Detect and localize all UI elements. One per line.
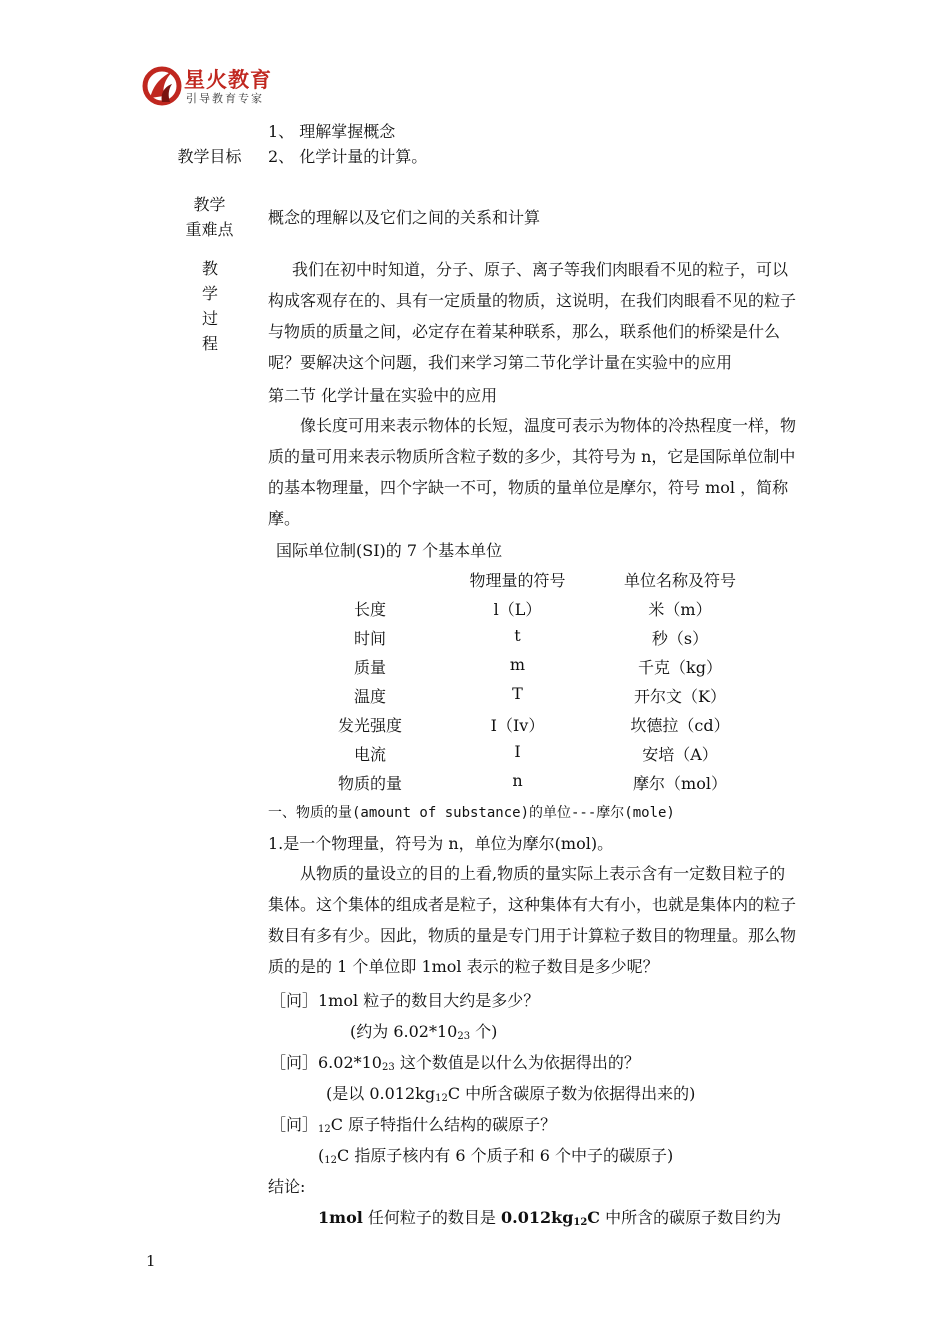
table-row	[300, 655, 780, 684]
table-cell: l（L）	[493, 600, 542, 619]
table-header: 物理量的符号	[469, 571, 566, 590]
answer-1: (约为 $6.02*10_{23}$ 个)	[350, 1022, 498, 1042]
table-cell: 发光强度	[337, 716, 402, 735]
logo-subtitle: 引导教育专家	[186, 92, 264, 105]
brand-logo	[140, 62, 272, 110]
conclusion-label: 结论:	[268, 1177, 306, 1196]
table-row	[300, 713, 780, 742]
key-points-text: 概念的理解以及它们之间的关系和计算	[268, 208, 541, 227]
table-row	[300, 626, 780, 655]
si-table-title: 国际单位制(SI)的 7 个基本单位	[276, 541, 503, 560]
table-cell: I	[514, 742, 521, 761]
table-cell: I（Iv）	[490, 716, 545, 735]
table-cell: T	[512, 684, 523, 703]
process-label-char: 学	[201, 284, 218, 303]
process-label-char: 程	[201, 334, 218, 353]
table-cell: 长度	[353, 600, 386, 619]
logo-title: 星火教育	[184, 68, 272, 92]
table-header: 单位名称及符号	[623, 571, 736, 590]
process-label-char: 过	[201, 309, 218, 328]
objective-item-2: 2、 化学计量的计算。	[268, 147, 428, 166]
table-cell: 物质的量	[337, 774, 402, 793]
question-2: ［问$]6.02*10_{23}$ 这个数值是以什么为依据得出的？	[270, 1053, 640, 1073]
process-label-char: 教	[201, 259, 218, 278]
table-cell: 时间	[353, 629, 386, 648]
table-cell: 秒（s）	[651, 629, 709, 648]
table-cell: 质量	[353, 658, 386, 677]
table-cell: m	[509, 655, 526, 674]
table-cell: n	[512, 771, 523, 790]
conclusion-text: 1mol 任何粒子的数目是 $0.012kg_{12}C$ 中所含的碳原子数目约为	[318, 1208, 782, 1228]
table-header-row	[300, 568, 780, 597]
table-row	[300, 684, 780, 713]
amount-definition-paragraph: 像长度可用来表示物体的长短，温度可表示为物体的冷热程度一样，物质的量可用来表示物质所含粒子数的多少，其符号为 n，它是国际单位制中的基本物理量，四个字缺一不可，物质的量单位是摩尔，符号 mol ，简称摩。	[268, 416, 797, 528]
mole-heading: 一、物质的量(amount of substance)的单位---摩尔(mole)	[268, 805, 675, 821]
question-1: ［问］1mol 粒子的数目大约是多少？	[270, 991, 540, 1010]
table-cell: 米（m）	[648, 600, 712, 619]
table-cell: 坎德拉（cd）	[630, 716, 730, 735]
table-row	[300, 771, 780, 800]
table-cell: 电流	[353, 745, 386, 764]
table-cell: 千克（kg）	[638, 658, 722, 677]
table-cell: 安培（A）	[642, 745, 718, 764]
table-cell: t	[514, 626, 521, 645]
answer-2: (是以 $0.012kg_{12}C$ 中所含碳原子数为依据得出来的)	[326, 1084, 696, 1104]
mole-point-1: 1.是一个物理量，符号为 n，单位为摩尔(mol)。	[268, 834, 614, 853]
table-cell: 温度	[353, 687, 386, 706]
objectives-label: 教学目标	[177, 147, 242, 166]
table-row	[300, 742, 780, 771]
answer-3: ($_{12}C$ 指原子核内有 6 个质子和 6 个中子的碳原子)	[318, 1146, 674, 1166]
objective-item-1: 1、 理解掌握概念	[268, 122, 396, 141]
page-number: 1	[146, 1252, 156, 1270]
table-cell: 摩尔（mol）	[633, 774, 727, 793]
collective-paragraph: 从物质的量设立的目的上看,物质的量实际上表示含有一定数目粒子的集体。这个集体的组成者是粒子，这种集体有大有小，也就是集体内的粒子数目有多有少。因此，物质的量是专门用于计算粒子数目的物理量。那么物质的是的 1 个单位即 1mol 表示的粒子数目是多少呢？	[268, 864, 797, 976]
table-cell: 开尔文（K）	[634, 687, 726, 706]
flame-logo-icon	[140, 62, 184, 106]
table-row	[300, 597, 780, 626]
intro-paragraph: 我们在初中时知道，分子、原子、离子等我们肉眼看不见的粒子，可以构成客观存在的、具有一定质量的物质，这说明，在我们肉眼看不见的粒子与物质的质量之间，必定存在着某种联系，那么，联系他们的桥梁是什么呢？要解决这个问题，我们来学习第二节化学计量在实验中的应用	[268, 260, 797, 372]
section-title: 第二节 化学计量在实验中的应用	[268, 386, 498, 405]
question-3: ［问$]_{12}C$ 原子特指什么结构的碳原子？	[270, 1115, 557, 1135]
key-points-label-line1: 教学	[193, 195, 226, 214]
key-points-label-line2: 重难点	[185, 220, 234, 239]
